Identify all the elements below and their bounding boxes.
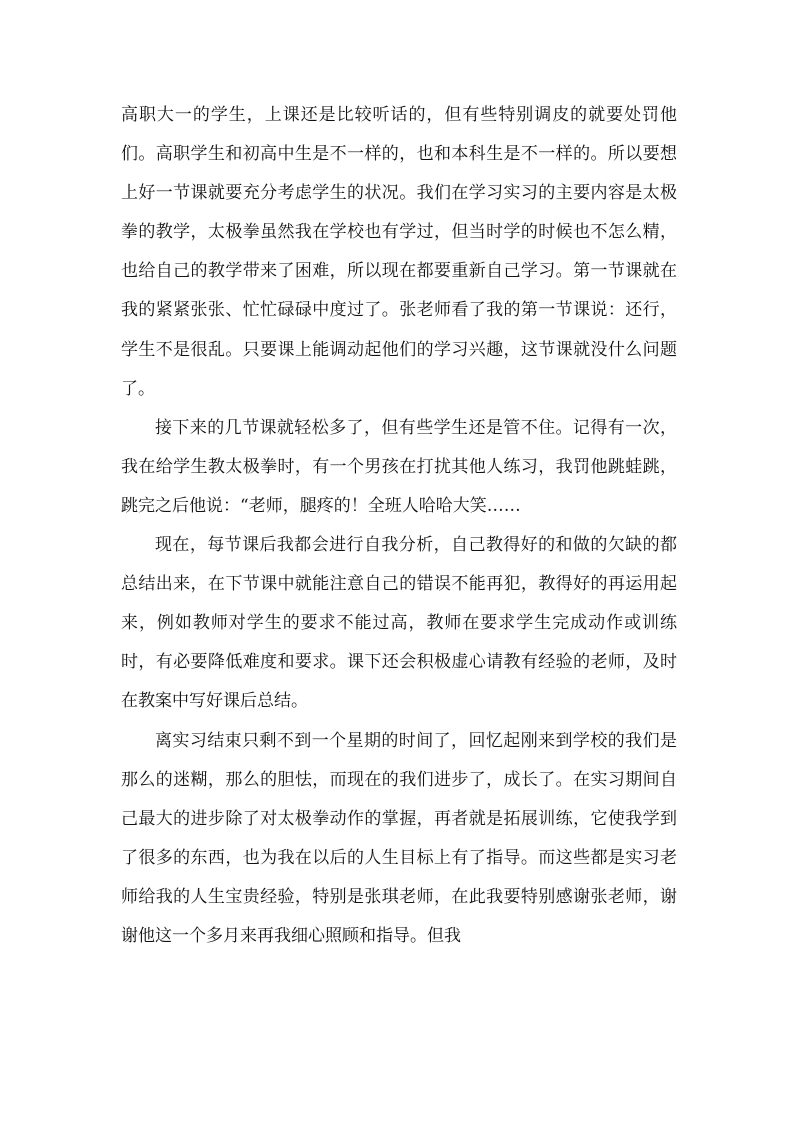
paragraph-3: 现在，每节课后我都会进行自我分析，自己教得好的和做的欠缺的都总结出来，在下节课中就能注意自己的错误不能再犯，教得好的再运用起来，例如教师对学生的要求不能过高，教师在要求学生完成动作或训练时，有必要降低难度和要求。课下还会积极虚心请教有经验的老师，及时在教案中写好课后总结。 [121, 535, 677, 712]
paragraph-1: 高职大一的学生，上课还是比较听话的，但有些特别调皮的就要处罚他们。高职学生和初高中生是不一样的，也和本科生是不一样的。所以要想上好一节课就要充分考虑学生的状况。我们在学习实习的主要内容是太极拳的教学，太极拳虽然我在学校也有学过，但当时学的时候也不怎么精，也给自己的教学带来了困难，所以现在都要重新自己学习。第一节课就在我的紧紧张张、忙忙碌碌中度过了。张老师看了我的第一节课说：还行，学生不是很乱。只要课上能调动起他们的学习兴趣，这节课就没什么问题了。 [121, 105, 677, 399]
document-body [121, 96, 677, 956]
paragraph-4: 离实习结束只剩不到一个星期的时间了，回忆起刚来到学校的我们是那么的迷糊，那么的胆怯，而现在的我们进步了，成长了。在实习期间自己最大的进步除了对太极拳动作的掌握，再者就是拓展训练，它使我学到了很多的东西，也为我在以后的人生目标上有了指导。而这些都是实习老师给我的人生宝贵经验，特别是张琪老师，在此我要特别感谢张老师，谢谢他这一个多月来再我细心照顾和指导。但我 [121, 730, 677, 946]
paragraph-2: 接下来的几节课就轻松多了，但有些学生还是管不住。记得有一次，我在给学生教太极拳时，有一个男孩在打扰其他人练习，我罚他跳蛙跳，跳完之后他说：“老师，腿疼的！全班人哈哈大笑…… [121, 417, 677, 516]
